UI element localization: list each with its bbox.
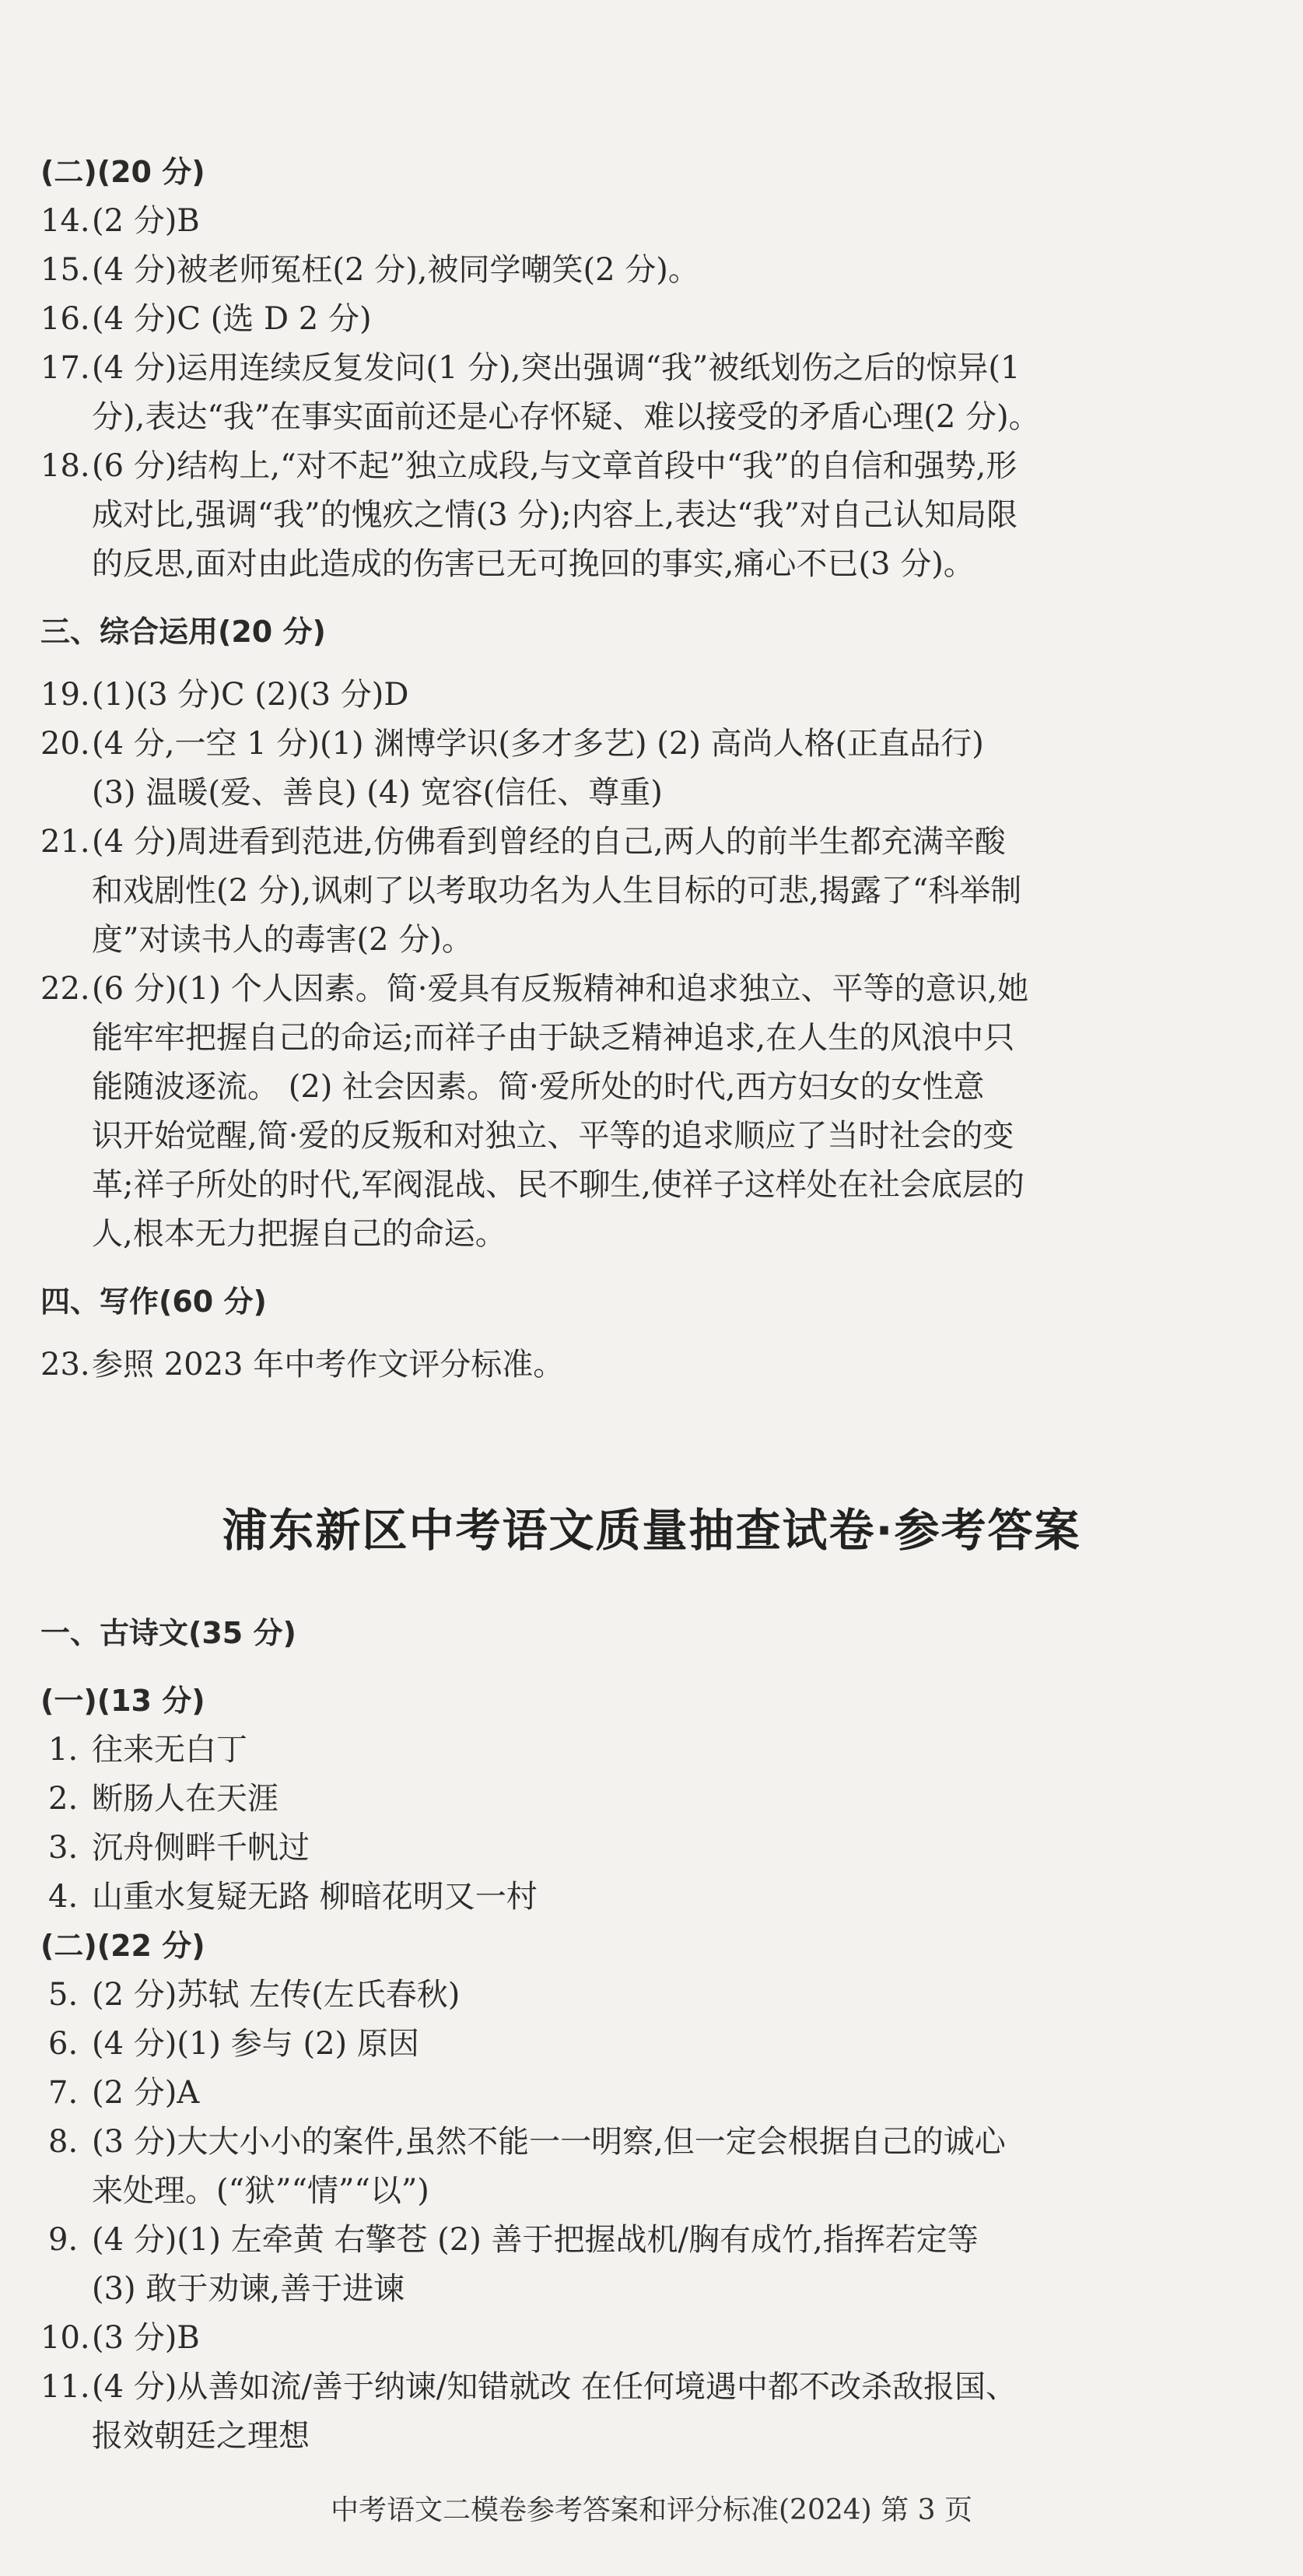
top-section [40,148,1254,1390]
bottom-section [40,1609,1254,2461]
answer-text: 沉舟侧畔千帆过 [92,1830,310,1866]
question-number: 6. [48,2026,79,2062]
question-number: 18. [40,448,90,484]
answer-3 [40,1824,1254,1873]
answer-text-line: (3) 温暖(爱、善良) (4) 宽容(信任、尊重) [92,775,663,811]
answer-text-line: 和戏剧性(2 分),讽刺了以考取功名为人生目标的可悲,揭露了“科举制 [92,873,1022,909]
answer-11 [40,2363,1254,2461]
answer-text-line: (6 分)(1) 个人因素。简·爱具有反叛精神和追求独立、平等的意识,她 [92,971,1029,1007]
question-number: 3. [48,1830,79,1866]
answer-text: (2 分)A [92,2075,200,2111]
question-number: 14. [40,203,90,239]
question-number: 2. [48,1781,79,1817]
answer-text: 参照 2023 年中考作文评分标准。 [92,1347,565,1383]
answer-text-line: 人,根本无力把握自己的命运。 [92,1216,506,1252]
answer-15 [40,246,1254,295]
answer-text-line: 度”对读书人的毒害(2 分)。 [92,922,473,958]
answer-text-line: (4 分,一空 1 分)(1) 渊博学识(多才多艺) (2) 高尚人格(正直品行) [92,726,984,762]
answer-text-line: (4 分)从善如流/善于纳谏/知错就改 在任何境遇中都不改杀敌报国、 [92,2369,1018,2405]
answer-14 [40,197,1254,246]
answer-2 [40,1775,1254,1824]
answer-text-line: (6 分)结构上,“对不起”独立成段,与文章首段中“我”的自信和强势,形 [92,448,1018,484]
answer-6 [40,2020,1254,2069]
question-number: 19. [40,677,90,713]
answer-10 [40,2314,1254,2363]
question-number: 1. [48,1732,79,1768]
answer-text: (3 分)B [92,2320,200,2356]
section1-heading: 一、古诗文(35 分) [40,1616,296,1650]
answer-text: 断肠人在天涯 [92,1781,278,1817]
answer-20 [40,720,1254,818]
section3-heading: 三、综合运用(20 分) [40,615,326,649]
page-footer: 中考语文二模卷参考答案和评分标准(2024) 第 3 页 [331,2494,972,2526]
answer-text-line: (4 分)周进看到范进,仿佛看到曾经的自己,两人的前半生都充满辛酸 [92,824,1006,860]
answer-text: (4 分)被老师冤枉(2 分),被同学嘲笑(2 分)。 [92,252,699,288]
answer-22 [40,965,1254,1259]
answer-text: (4 分)(1) 参与 (2) 原因 [92,2026,419,2062]
part2-heading: (二)(20 分) [40,155,205,189]
question-number: 7. [48,2075,79,2111]
answer-1 [40,1726,1254,1775]
answer-text: 山重水复疑无路 柳暗花明又一村 [92,1879,538,1915]
answer-text: 往来无白丁 [92,1732,247,1768]
answer-text-line: (3) 敢于劝谏,善于进谏 [92,2271,405,2307]
question-number: 10. [40,2320,90,2356]
part1-heading: (一)(13 分) [40,1684,205,1718]
answer-9 [40,2216,1254,2314]
answer-text-line: (4 分)(1) 左牵黄 右擎苍 (2) 善于把握战机/胸有成竹,指挥若定等 [92,2222,979,2258]
page-title: 浦东新区中考语文质量抽查试卷·参考答案 [222,1504,1081,1557]
answer-text-line: 报效朝廷之理想 [92,2418,310,2454]
answer-8 [40,2118,1254,2216]
question-number: 20. [40,726,90,762]
answer-text: (4 分)C (选 D 2 分) [92,301,372,337]
question-number: 5. [48,1977,79,2013]
question-number: 23. [40,1347,90,1383]
answer-21 [40,818,1254,965]
answer-text-line: 识开始觉醒,简·爱的反叛和对独立、平等的追求顺应了当时社会的变 [92,1118,1014,1154]
question-number: 9. [48,2222,79,2258]
answer-19 [40,671,1254,720]
answer-18 [40,442,1254,589]
answer-16 [40,295,1254,344]
answer-17 [40,344,1254,442]
answer-4 [40,1873,1254,1922]
question-number: 16. [40,301,90,337]
answer-text-line: 能随波逐流。 (2) 社会因素。简·爱所处的时代,西方妇女的女性意 [92,1069,985,1105]
answer-7 [40,2069,1254,2118]
question-number: 21. [40,824,90,860]
question-number: 15. [40,252,90,288]
answer-text-line: 成对比,强调“我”的愧疚之情(3 分);内容上,表达“我”对自己认知局限 [92,497,1018,533]
answer-23 [40,1341,1254,1390]
answer-5 [40,1971,1254,2020]
question-number: 17. [40,350,90,386]
question-number: 4. [48,1879,79,1915]
answer-text: (1)(3 分)C (2)(3 分)D [92,677,409,713]
question-number: 22. [40,971,90,1007]
question-number: 11. [40,2369,90,2405]
answer-text-line: 来处理。(“狱”“情”“以”) [92,2173,429,2209]
answer-text: (2 分)B [92,203,200,239]
question-number: 8. [48,2124,79,2160]
answer-text-line: 的反思,面对由此造成的伤害已无可挽回的事实,痛心不已(3 分)。 [92,546,975,582]
answer-text-line: (4 分)运用连续反复发问(1 分),突出强调“我”被纸划伤之后的惊异(1 [92,350,1021,386]
part2-heading: (二)(22 分) [40,1929,205,1963]
answer-text-line: 分),表达“我”在事实面前还是心存怀疑、难以接受的矛盾心理(2 分)。 [92,399,1040,435]
answer-text-line: 革;祥子所处的时代,军阀混战、民不聊生,使祥子这样处在社会底层的 [92,1167,1025,1203]
section4-heading: 四、写作(60 分) [40,1284,267,1319]
answer-text-line: (3 分)大大小小的案件,虽然不能一一明察,但一定会根据自己的诚心 [92,2124,1006,2160]
answer-text-line: 能牢牢把握自己的命运;而祥子由于缺乏精神追求,在人生的风浪中只 [92,1020,1015,1056]
answer-text: (2 分)苏轼 左传(左氏春秋) [92,1977,461,2013]
